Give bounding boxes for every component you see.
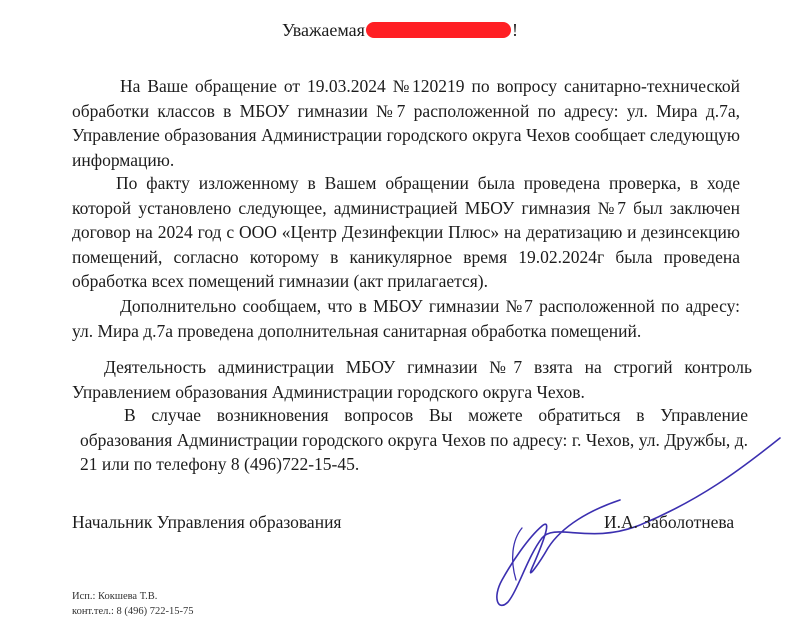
signature-title: Начальник Управления образования xyxy=(72,512,342,532)
contact-phone-note: конт.тел.: 8 (496) 722-15-75 xyxy=(72,606,194,617)
paragraph-request-reply: На Ваше обращение от 19.03.2024 №120219 по вопросу санитарно-технической обработки классов в МБОУ гимназии №7 расположенной по адресу: ул. Мира д.7а, Управление образования Администрации городского округа Чехов сообщает следующую информацию. xyxy=(72,76,740,170)
executor-note: Исп.: Кокшева Т.В. xyxy=(72,591,158,602)
greeting-prefix: Уважаемая xyxy=(282,20,365,40)
signature-name: И.А. Заболотнева xyxy=(604,512,735,532)
paragraph-inspection: По факту изложенному в Вашем обращении была проведена проверка, в ходе которой установлено следующее, администрацией МБОУ гимназия №7 был заключен договор на 2024 год с ООО «Центр Дезинфекции Плюс» на дератизацию и дезинсекцию помещений, согласно которому в каникулярное время 19.02.2024г была проведена обработка всех помещений гимназии (акт прилагается). xyxy=(72,173,740,291)
paragraph-contact: В случае возникновения вопросов Вы можете обратиться в Управление образования Администрации городского округа Чехов по адресу: г. Чехов, ул. Дружбы, д. 21 или по телефону 8 (496)722-15-45. xyxy=(80,405,748,474)
paragraph-control: Деятельность администрации МБОУ гимназии №7 взята на строгий контроль Управлением образования Администрации городского округа Чехов. xyxy=(72,357,752,402)
redacted-name xyxy=(366,22,511,38)
greeting-line xyxy=(0,18,800,42)
greeting-suffix: ! xyxy=(511,20,518,40)
paragraph-additional: Дополнительно сообщаем, что в МБОУ гимназии №7 расположенной по адресу: ул. Мира д.7а проведена дополнительная санитарная обработка помещений. xyxy=(72,296,740,341)
